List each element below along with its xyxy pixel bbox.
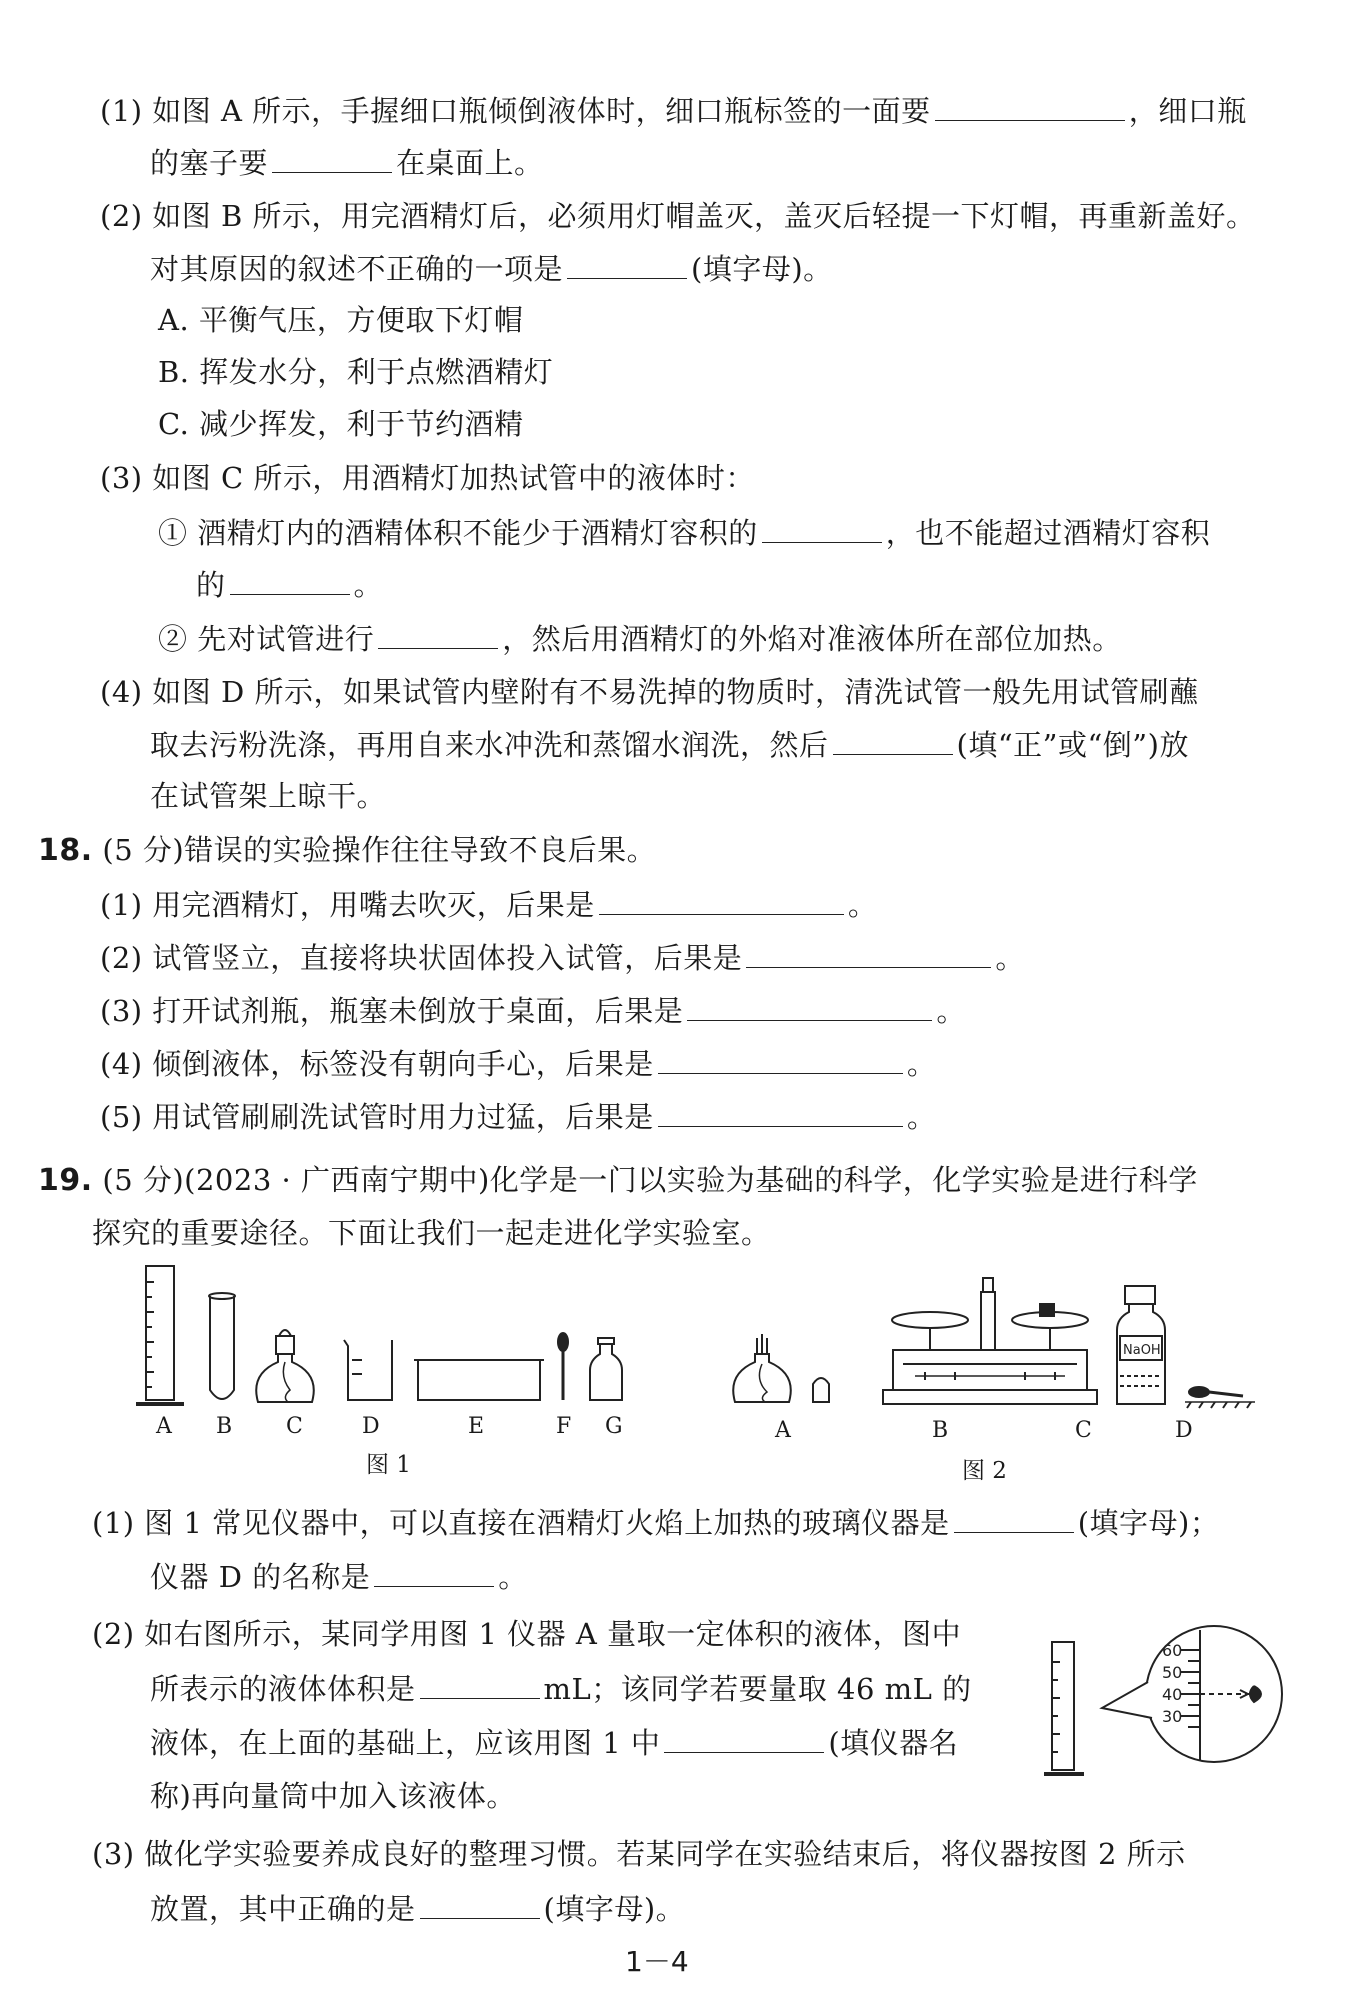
question-number: 19. bbox=[38, 1163, 93, 1198]
q19-part2-line3: 液体，在上面的基础上，应该用图 1 中 (填仪器名 bbox=[150, 1722, 958, 1763]
q17-part1-line2: 的塞子要 在桌面上。 bbox=[150, 142, 544, 183]
trough-icon bbox=[418, 1360, 540, 1400]
q19-part2-line1: (2) 如右图所示，某同学用图 1 仪器 A 量取一定体积的液体，图中 bbox=[92, 1617, 962, 1651]
q17-part3-sub2: ② 先对试管进行 ，然后用酒精灯的外焰对准液体所在部位加热。 bbox=[158, 618, 1122, 659]
q19-part1-line1: (1) 图 1 常见仪器中，可以直接在酒精灯火焰上加热的玻璃仪器是 (填字母)； bbox=[92, 1502, 1219, 1543]
q17-part1-line1: (1) 如图 A 所示，手握细口瓶倾倒液体时，细口瓶标签的一面要 ，细口瓶 bbox=[100, 90, 1247, 131]
scale-tick-30: 30 bbox=[1162, 1707, 1183, 1726]
figure-2-caption: 图 2 bbox=[962, 1458, 1007, 1484]
question-number: 18. bbox=[38, 833, 93, 868]
fig1-label-d: D bbox=[362, 1414, 380, 1439]
q17-part3-sub1: ① 酒精灯内的酒精体积不能少于酒精灯容积的 ，也不能超过酒精灯容积 bbox=[158, 512, 1210, 553]
q17-option-b: B. 挥发水分，利于点燃酒精灯 bbox=[158, 355, 554, 389]
q18-item-1: (1) 用完酒精灯，用嘴去吹灭，后果是 。 bbox=[100, 884, 877, 925]
alcohol-lamp-uncapped-icon bbox=[733, 1334, 829, 1402]
q17-option-a: A. 平衡气压，方便取下灯帽 bbox=[158, 303, 524, 337]
q17-part3-line1: (3) 如图 C 所示，用酒精灯加热试管中的液体时： bbox=[100, 461, 755, 495]
graduated-cylinder-icon bbox=[136, 1266, 184, 1404]
q18-stem: 18. (5 分)错误的实验操作往往导致不良后果。 bbox=[38, 833, 657, 868]
fig2-label-d: D bbox=[1175, 1418, 1193, 1443]
alcohol-lamp-icon bbox=[256, 1330, 314, 1402]
answer-blank[interactable] bbox=[746, 937, 991, 968]
fig1-label-b: B bbox=[216, 1414, 233, 1439]
beaker-icon bbox=[344, 1340, 392, 1400]
q17-option-c: C. 减少挥发，利于节约酒精 bbox=[158, 407, 524, 441]
fig2-label-c: C bbox=[1075, 1418, 1092, 1443]
q19-part2-line4: 称)再向量筒中加入该液体。 bbox=[150, 1779, 516, 1813]
answer-blank[interactable] bbox=[687, 990, 932, 1021]
lamp-cap-icon bbox=[813, 1378, 829, 1402]
q17-part4-line1: (4) 如图 D 所示，如果试管内壁附有不易洗掉的物质时，清洗试管一般先用试管刷蘸 bbox=[100, 675, 1199, 709]
answer-blank[interactable] bbox=[833, 724, 953, 755]
answer-blank[interactable] bbox=[374, 1556, 494, 1587]
balance-icon bbox=[883, 1278, 1097, 1404]
answer-blank[interactable] bbox=[420, 1888, 540, 1919]
q18-item-2: (2) 试管竖立，直接将块状固体投入试管，后果是 。 bbox=[100, 937, 1025, 978]
page-number: 1－4 bbox=[625, 1945, 689, 1978]
cylinder-reading-figure bbox=[1040, 1622, 1290, 1782]
answer-blank[interactable] bbox=[658, 1096, 903, 1127]
figure-1-caption: 图 1 bbox=[366, 1452, 411, 1478]
answer-blank[interactable] bbox=[378, 618, 498, 649]
q17-part4-line2: 取去污粉洗涤，再用自来水冲洗和蒸馏水润洗，然后 (填“正”或“倒”)放 bbox=[150, 724, 1189, 765]
fig1-label-f: F bbox=[556, 1414, 572, 1439]
q18-item-5: (5) 用试管刷刷洗试管时用力过猛，后果是 。 bbox=[100, 1096, 936, 1137]
bottle-label: NaOH bbox=[1123, 1343, 1161, 1358]
q18-item-3: (3) 打开试剂瓶，瓶塞未倒放于桌面，后果是 。 bbox=[100, 990, 966, 1031]
answer-blank[interactable] bbox=[954, 1502, 1074, 1533]
fig1-label-c: C bbox=[286, 1414, 303, 1439]
answer-blank[interactable] bbox=[762, 512, 882, 543]
scale-tick-50: 50 bbox=[1162, 1663, 1183, 1682]
answer-blank[interactable] bbox=[567, 248, 687, 279]
q17-part2-line2: 对其原因的叙述不正确的一项是 (填字母)。 bbox=[150, 248, 833, 289]
q19-stem-line1: 19. (5 分)(2023 · 广西南宁期中)化学是一门以实验为基础的科学，化学实验是进行科学 bbox=[38, 1163, 1198, 1198]
fig2-label-a: A bbox=[775, 1418, 791, 1443]
fig1-label-e: E bbox=[468, 1414, 485, 1439]
answer-blank[interactable] bbox=[230, 564, 350, 595]
fig2-label-b: B bbox=[932, 1418, 949, 1443]
scale-tick-60: 60 bbox=[1162, 1641, 1183, 1660]
q17-part2-line1: (2) 如图 B 所示，用完酒精灯后，必须用灯帽盖灭，盖灭后轻提一下灯帽，再重新盖好。 bbox=[100, 199, 1256, 233]
q17-part3-sub1-cont: 的 。 bbox=[196, 564, 383, 605]
q19-part3-line1: (3) 做化学实验要养成良好的整理习惯。若某同学在实验结束后，将仪器按图 2 所示 bbox=[92, 1837, 1186, 1871]
answer-blank[interactable] bbox=[420, 1668, 540, 1699]
dropper-lying-icon bbox=[1185, 1387, 1255, 1408]
fig1-label-g: G bbox=[605, 1414, 623, 1439]
q19-stem-line2: 探究的重要途径。下面让我们一起走进化学实验室。 bbox=[92, 1216, 771, 1250]
scale-tick-40: 40 bbox=[1162, 1685, 1183, 1704]
fig1-label-a: A bbox=[156, 1414, 172, 1439]
answer-blank[interactable] bbox=[664, 1722, 824, 1753]
reagent-bottle-icon bbox=[590, 1344, 622, 1400]
answer-blank[interactable] bbox=[658, 1043, 903, 1074]
dropper-icon bbox=[558, 1333, 568, 1400]
q19-part1-line2: 仪器 D 的名称是 。 bbox=[150, 1556, 528, 1597]
q17-part4-line3: 在试管架上晾干。 bbox=[150, 779, 387, 813]
answer-blank[interactable] bbox=[935, 90, 1125, 121]
figure-2-apparatus bbox=[725, 1268, 1265, 1418]
eye-icon bbox=[1250, 1686, 1261, 1702]
q19-part2-line2: 所表示的液体体积是 mL；该同学若要量取 46 mL 的 bbox=[150, 1668, 972, 1709]
q19-part3-line2: 放置，其中正确的是 (填字母)。 bbox=[150, 1888, 685, 1929]
answer-blank[interactable] bbox=[599, 884, 844, 915]
figure-1-apparatus bbox=[130, 1262, 650, 1412]
test-tube-icon bbox=[210, 1296, 234, 1399]
q18-item-4: (4) 倾倒液体，标签没有朝向手心，后果是 。 bbox=[100, 1043, 936, 1084]
answer-blank[interactable] bbox=[272, 142, 392, 173]
